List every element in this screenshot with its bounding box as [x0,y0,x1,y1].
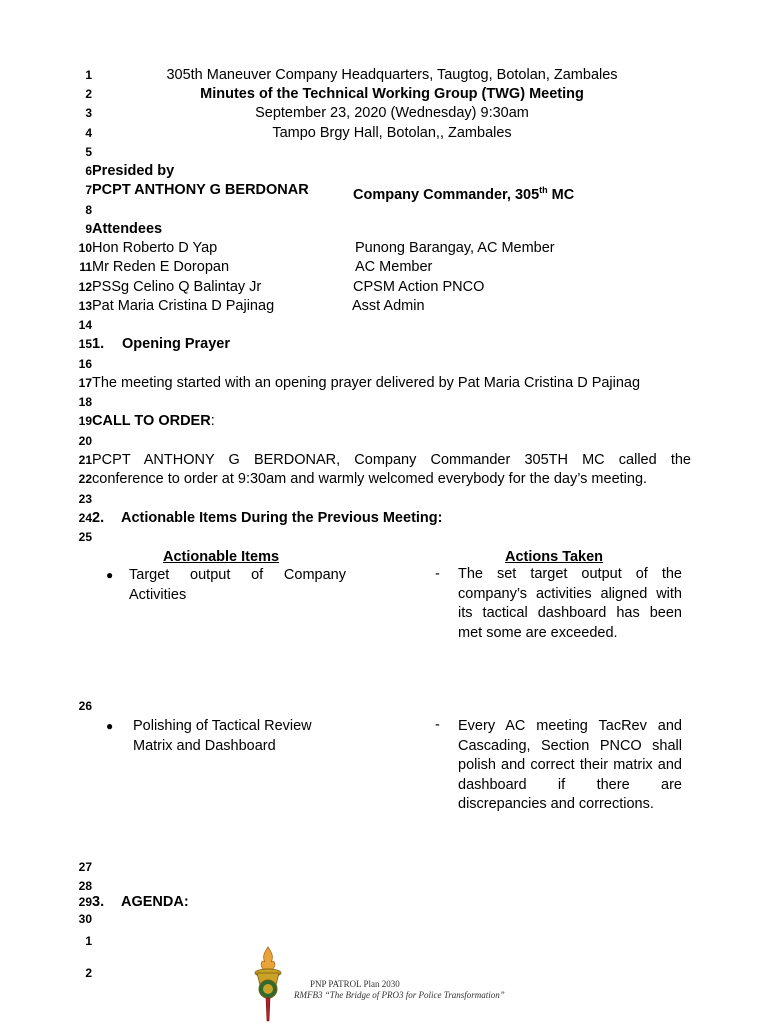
line-number: 22 [78,472,92,486]
presided-heading: Presided by [92,163,175,179]
footer-motto: RMFB3 “The Bridge of PRO3 for Police Transformation” [294,989,505,1000]
presider-role: Company Commander, 305th MC [353,185,575,203]
section-title-opening-prayer: Opening Prayer [122,336,230,352]
line-number: 14 [78,318,92,332]
line-number: 7 [85,183,92,197]
line-number: 5 [85,145,92,159]
actionable-item: Polishing of Tactical Review Matrix and Dashboard [133,718,312,754]
bullet-icon: ● [106,719,114,733]
section-title-actionable-items: Actionable Items During the Previous Meeting: [121,510,443,526]
line-number: 13 [78,299,92,313]
line-number: 15 [78,337,92,351]
section-number: 1. [92,336,105,352]
section-title-agenda: AGENDA: [121,894,189,910]
pnp-torch-logo [250,945,286,1028]
action-taken: Every AC meeting TacRev and Cascading, Section PNCO shall polish and correct their matrix and dashboard if there are discrepancies and corrections. [458,718,682,812]
line-number: 2 [85,87,92,101]
attendee-name: PSSg Celino Q Balintay Jr [92,279,262,295]
attendee-role: Asst Admin [352,298,425,314]
footer-caption [294,979,505,1000]
call-to-order-text-line1: PCPT ANTHONY G BERDONAR, Company Commander 305TH MC called the [92,452,691,468]
header-location: 305th Maneuver Company Headquarters, Taugtog, Botolan, Zambales [166,67,618,83]
line-number: 24 [78,511,92,525]
line-number: 3 [85,106,92,120]
line-number: 1 [85,68,92,82]
opening-prayer-text: The meeting started with an opening prayer delivered by Pat Maria Cristina D Pajinag [92,375,641,391]
line-number: 23 [78,492,92,506]
column-header-actionable-items: Actionable Items [163,549,280,565]
presider-name: PCPT ANTHONY G BERDONAR [92,182,309,198]
line-number: 2 [85,966,92,980]
line-number: 26 [78,699,92,713]
header-date: September 23, 2020 (Wednesday) 9:30am [255,105,529,121]
line-number: 18 [78,395,92,409]
line-number: 17 [78,376,92,390]
line-number: 8 [85,203,92,217]
line-number: 28 [78,879,92,893]
line-number: 6 [85,164,92,178]
bullet-icon: ● [106,568,114,582]
line-number: 1 [85,934,92,948]
footer-plan: PNP PATROL Plan 2030 [310,979,400,989]
line-number: 20 [78,434,92,448]
line-number: 10 [78,241,92,255]
actionable-item: Target output of Company Activities [129,567,346,603]
line-number: 4 [85,126,92,140]
line-number: 12 [78,280,92,294]
header-title: Minutes of the Technical Working Group (TWG) Meeting [200,86,584,102]
attendee-role: Punong Barangay, AC Member [355,240,555,256]
dash-icon: - [435,566,440,582]
line-number: 21 [78,453,92,467]
action-taken: The set target output of the company’s activities aligned with its tactical dashboard has been met some are exceeded. [458,566,682,641]
header-venue: Tampo Brgy Hall, Botolan,, Zambales [272,125,512,141]
dash-icon: - [435,717,440,733]
call-to-order-text-line2: conference to order at 9:30am and warmly welcomed everybody for the day’s meeting. [92,471,648,487]
attendees-heading: Attendees [92,221,163,237]
attendee-name: Hon Roberto D Yap [92,240,218,256]
section-number: 3. [92,894,105,910]
attendee-role: CPSM Action PNCO [353,279,485,295]
line-number: 30 [78,912,92,926]
line-number: 25 [78,530,92,544]
column-header-actions-taken: Actions Taken [505,549,604,565]
attendee-role: AC Member [355,259,433,275]
line-number: 11 [79,260,92,274]
line-number: 9 [85,222,92,236]
attendee-name: Mr Reden E Doropan [92,259,230,275]
call-to-order-heading: CALL TO ORDER: [92,413,215,429]
line-number: 29 [78,895,92,909]
line-number: 16 [78,357,92,371]
line-number: 27 [78,860,92,874]
line-number: 19 [78,414,92,428]
section-number: 2. [92,510,105,526]
attendee-name: Pat Maria Cristina D Pajinag [92,298,275,314]
